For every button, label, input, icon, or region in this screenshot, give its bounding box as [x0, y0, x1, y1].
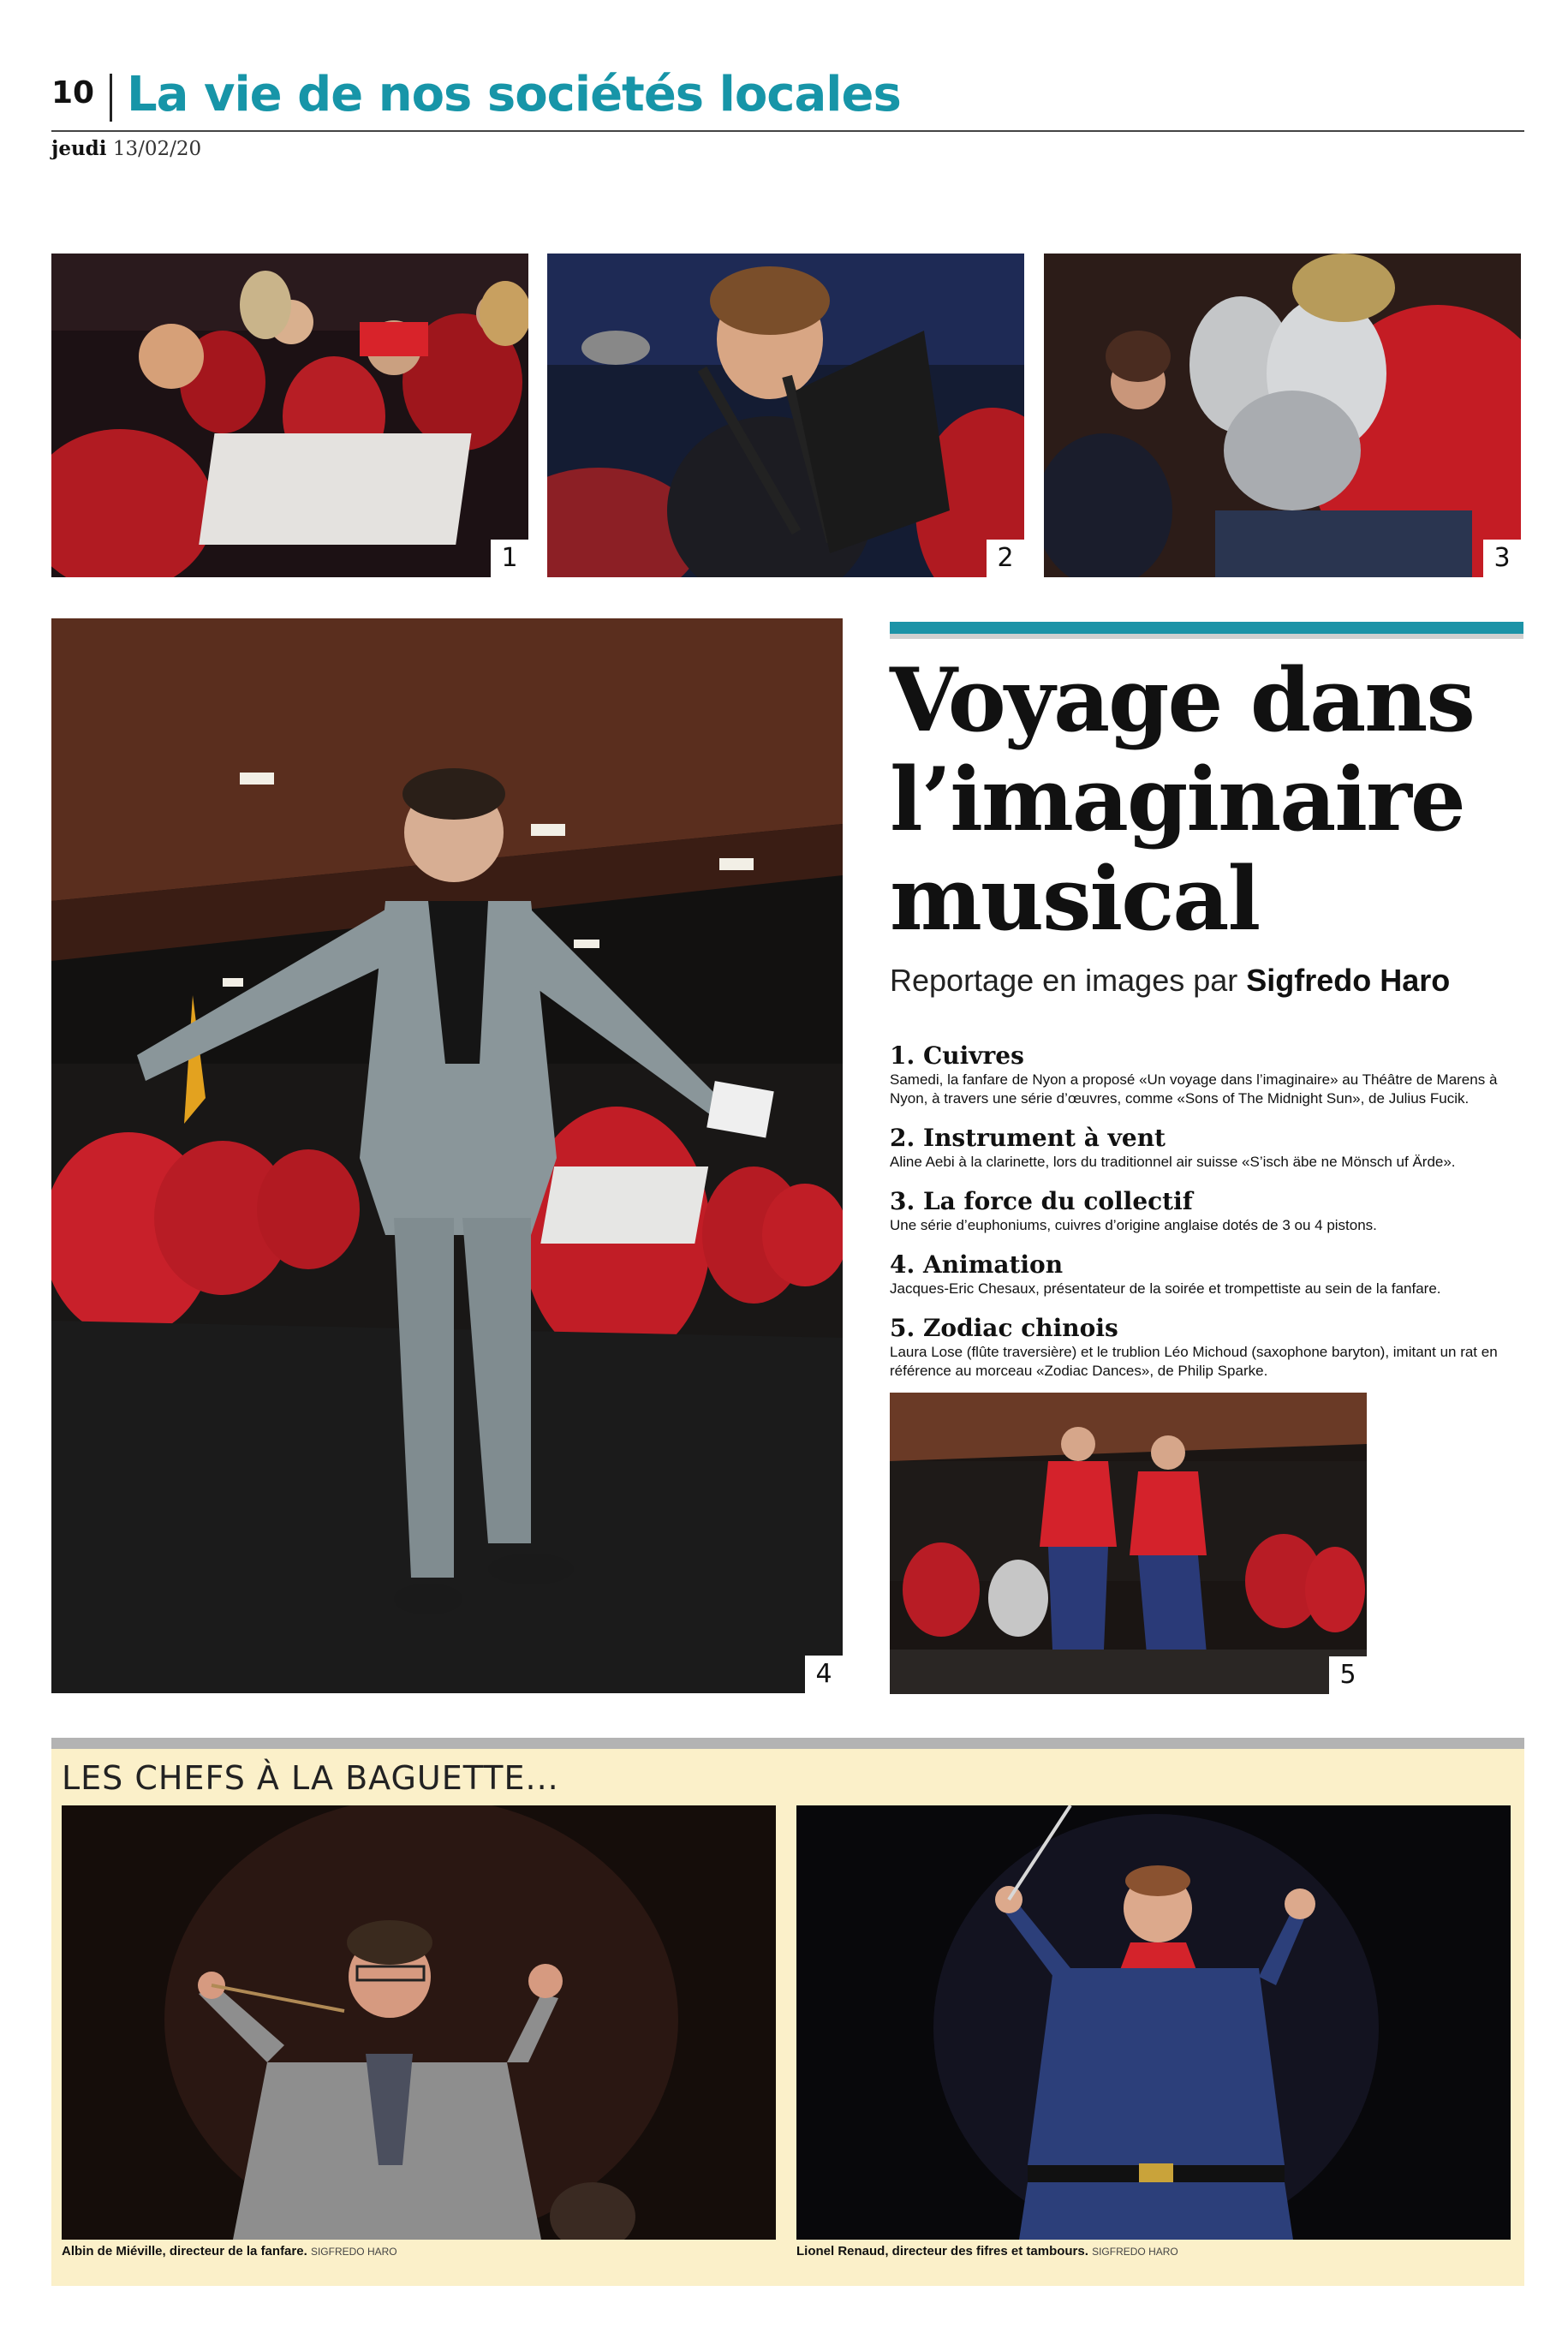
- caption-item: [890, 1187, 1523, 1235]
- chef-albin-credit: SIGFREDO HARO: [310, 2246, 397, 2258]
- chef-lionel-caption: [796, 2244, 1178, 2258]
- page-number: 10: [51, 75, 95, 110]
- headline-accent-rule: [890, 622, 1523, 634]
- headline: Voyage dans l’imaginaire musical: [890, 649, 1474, 951]
- byline-author: Sigfredo Haro: [1246, 963, 1451, 998]
- photo-chef-albin: [62, 1805, 776, 2240]
- section-title: La vie de nos sociétés locales: [127, 67, 901, 122]
- header-separator: [110, 74, 112, 122]
- photo-5-image: [890, 1393, 1367, 1694]
- photo-1-brass-section: [51, 254, 528, 577]
- photo-chef-lionel-image: [796, 1805, 1511, 2240]
- caption-text: Laura Lose (flûte traversière) et le trublion Léo Michoud (saxophone baryton), imitant un rat en référence au morceau «Zodiac Dances», de Philip Sparke.: [890, 1344, 1498, 1379]
- chef-albin-caption-text: Albin de Miéville, directeur de la fanfare.: [62, 2244, 307, 2258]
- photo-5-number: 5: [1329, 1656, 1367, 1694]
- header-rule: [51, 130, 1524, 132]
- photo-2-number: 2: [987, 540, 1024, 577]
- photo-2-image: [547, 254, 1024, 577]
- caption-text: Une série d’euphoniums, cuivres d’origine anglaise dotés de 3 ou 4 pistons.: [890, 1217, 1377, 1233]
- photo-captions: [890, 1041, 1523, 1396]
- photo-3-number: 3: [1483, 540, 1521, 577]
- date-line: [51, 137, 201, 160]
- caption-heading: 2. Instrument à vent: [890, 1124, 1166, 1152]
- caption-heading: 5. Zodiac chinois: [890, 1314, 1118, 1342]
- photo-1-number: 1: [491, 540, 528, 577]
- caption-item: [890, 1124, 1523, 1172]
- photo-4-image: [51, 618, 843, 1693]
- photo-1-image: [51, 254, 528, 577]
- caption-text: Aline Aebi à la clarinette, lors du traditionnel air suisse «S’isch äbe ne Mönsch uf Ärde».: [890, 1154, 1456, 1170]
- chefs-box-top-rule: [51, 1738, 1524, 1749]
- chef-albin-caption: [62, 2244, 397, 2258]
- chef-lionel-credit: SIGFREDO HARO: [1092, 2246, 1178, 2258]
- caption-item: [890, 1041, 1523, 1108]
- date: 13/02/20: [112, 138, 202, 160]
- photo-chef-albin-image: [62, 1805, 776, 2240]
- byline-prefix: Reportage en images par: [890, 963, 1238, 998]
- day: jeudi: [51, 137, 107, 160]
- caption-text: Samedi, la fanfare de Nyon a proposé «Un voyage dans l’imaginaire» au Théâtre de Marens à Nyon, à travers une série d’œuvres, comme «Sons of The Midnight Sun», de Julius Fucik.: [890, 1071, 1498, 1107]
- photo-3-euphoniums: [1044, 254, 1521, 577]
- caption-heading: 3. La force du collectif: [890, 1187, 1193, 1215]
- caption-heading: 1. Cuivres: [890, 1041, 1024, 1070]
- byline: [890, 963, 1450, 999]
- photo-3-image: [1044, 254, 1521, 577]
- chefs-box-title: LES CHEFS À LA BAGUETTE...: [62, 1759, 559, 1797]
- caption-item: [890, 1250, 1523, 1298]
- caption-heading: 4. Animation: [890, 1250, 1064, 1279]
- photo-5-zodiac: [890, 1393, 1367, 1694]
- photo-4-presenter: [51, 618, 843, 1693]
- chef-lionel-caption-text: Lionel Renaud, directeur des fifres et tambours.: [796, 2244, 1088, 2258]
- photo-4-number: 4: [805, 1656, 843, 1693]
- caption-text: Jacques-Eric Chesaux, présentateur de la soirée et trompettiste au sein de la fanfare.: [890, 1280, 1441, 1297]
- headline-grey-rule: [890, 634, 1523, 639]
- photo-chef-lionel: [796, 1805, 1511, 2240]
- caption-item: [890, 1314, 1523, 1381]
- photo-2-clarinet: [547, 254, 1024, 577]
